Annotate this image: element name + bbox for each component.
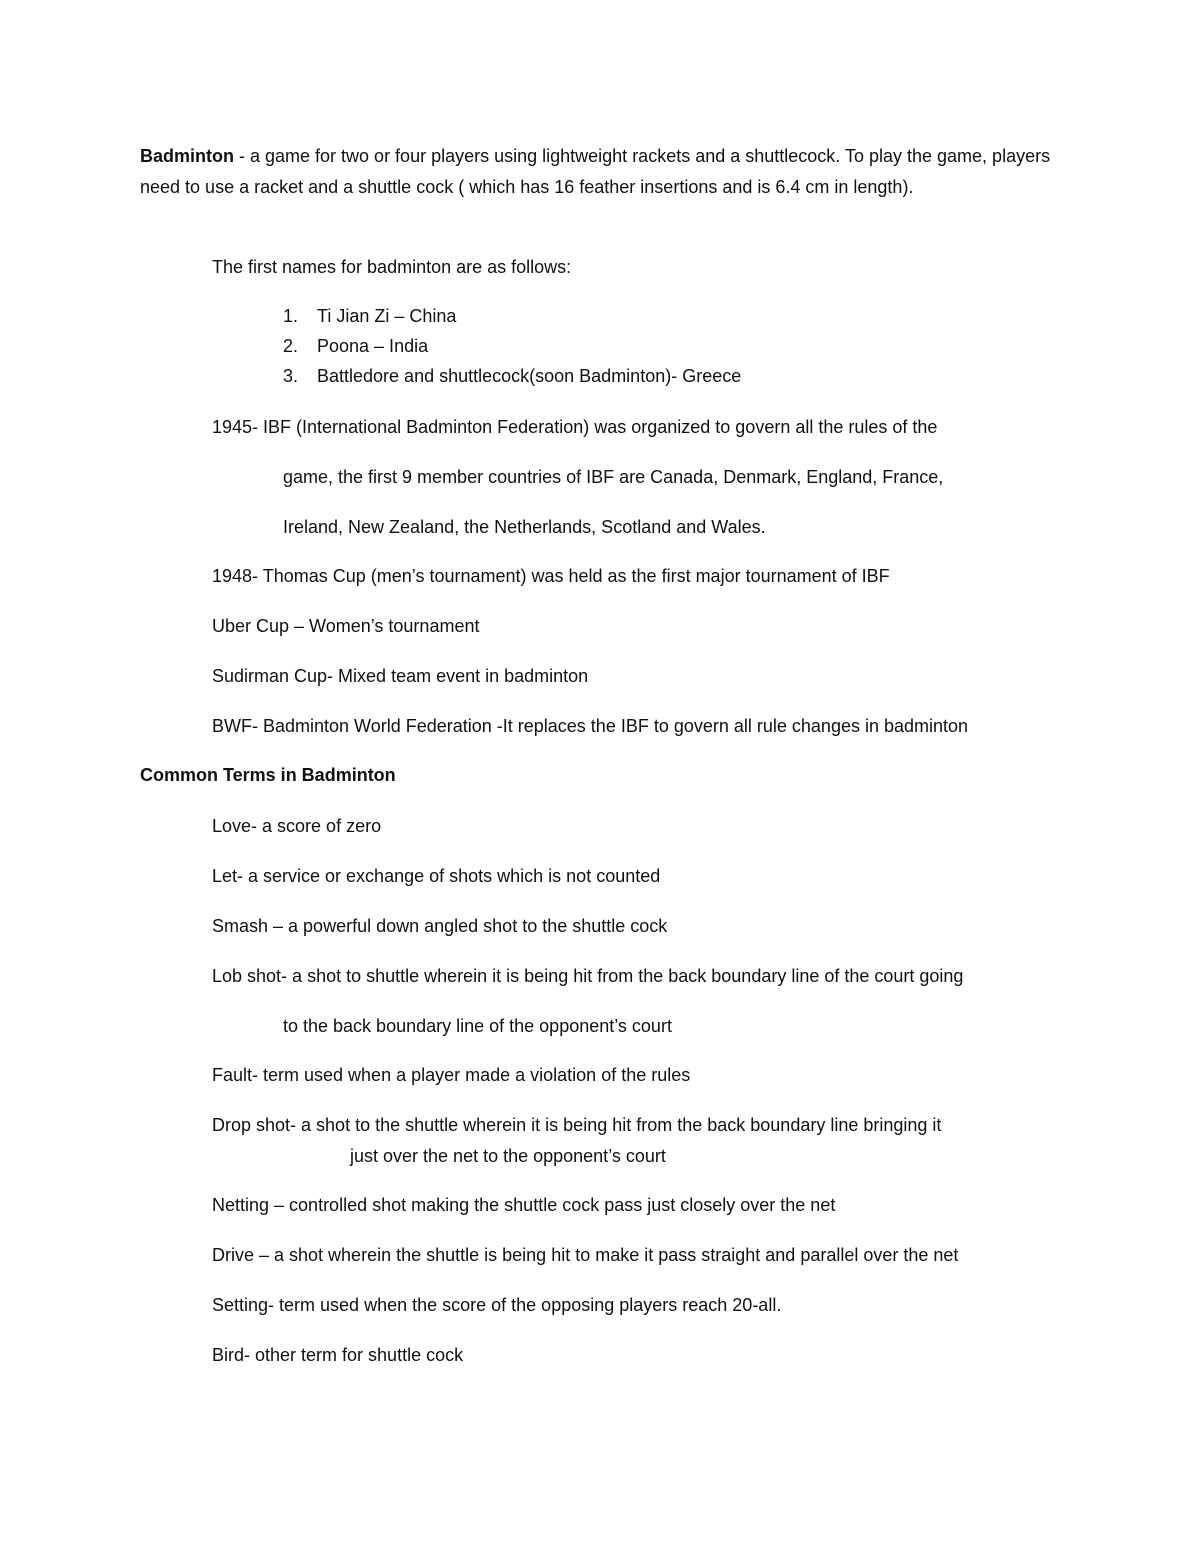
sudirman-cup-line: Sudirman Cup- Mixed team event in badminton — [212, 666, 589, 686]
uber-cup-line: Uber Cup – Women’s tournament — [212, 616, 480, 636]
list-item-number: 1. — [283, 306, 299, 326]
term-drive: Drive – a shot wherein the shuttle is being hit to make it pass straight and parallel over the net — [212, 1245, 959, 1265]
term-drop-line-1: Drop shot- a shot to the shuttle wherein it is being hit from the back boundary line bringing it — [212, 1115, 942, 1135]
intro-paragraph — [140, 141, 1055, 203]
term-fault: Fault- term used when a player made a violation of the rules — [212, 1065, 691, 1085]
intro-term: Badminton — [140, 146, 234, 166]
ibf-line-2: game, the first 9 member countries of IBF are Canada, Denmark, England, France, — [283, 467, 944, 487]
term-netting: Netting – controlled shot making the shuttle cock pass just closely over the net — [212, 1195, 836, 1215]
ibf-line-3: Ireland, New Zealand, the Netherlands, Scotland and Wales. — [283, 517, 766, 537]
term-drop-line-2: just over the net to the opponent’s court — [350, 1146, 666, 1166]
term-love: Love- a score of zero — [212, 816, 382, 836]
thomas-cup-line: 1948- Thomas Cup (men’s tournament) was held as the first major tournament of IBF — [212, 566, 890, 586]
list-item-number: 3. — [283, 366, 299, 386]
section-heading: Common Terms in Badminton — [140, 765, 396, 785]
term-setting: Setting- term used when the score of the opposing players reach 20-all. — [212, 1295, 782, 1315]
first-names-lead: The first names for badminton are as follows: — [212, 257, 572, 277]
list-item — [283, 331, 428, 361]
term-lob-line-1: Lob shot- a shot to shuttle wherein it is being hit from the back boundary line of the court going — [212, 966, 964, 986]
list-item-number: 2. — [283, 336, 299, 356]
intro-definition: - a game for two or four players using lightweight rackets and a shuttlecock. To play the game, players need to use a racket and a shuttle cock ( which has 16 feather insertions and is 6.4 cm in length). — [140, 146, 1051, 197]
list-item-text: Poona – India — [317, 336, 429, 356]
term-let: Let- a service or exchange of shots which is not counted — [212, 866, 661, 886]
ibf-line-1: 1945- IBF (International Badminton Federation) was organized to govern all the rules of the — [212, 417, 938, 437]
term-smash: Smash – a powerful down angled shot to the shuttle cock — [212, 916, 668, 936]
list-item — [283, 301, 456, 331]
bwf-line: BWF- Badminton World Federation -It replaces the IBF to govern all rule changes in badminton — [212, 716, 969, 736]
list-item-text: Ti Jian Zi – China — [317, 306, 457, 326]
term-lob-line-2: to the back boundary line of the opponent’s court — [283, 1016, 672, 1036]
term-bird: Bird- other term for shuttle cock — [212, 1345, 464, 1365]
list-item-text: Battledore and shuttlecock(soon Badminton)- Greece — [317, 366, 742, 386]
list-item — [283, 361, 741, 391]
